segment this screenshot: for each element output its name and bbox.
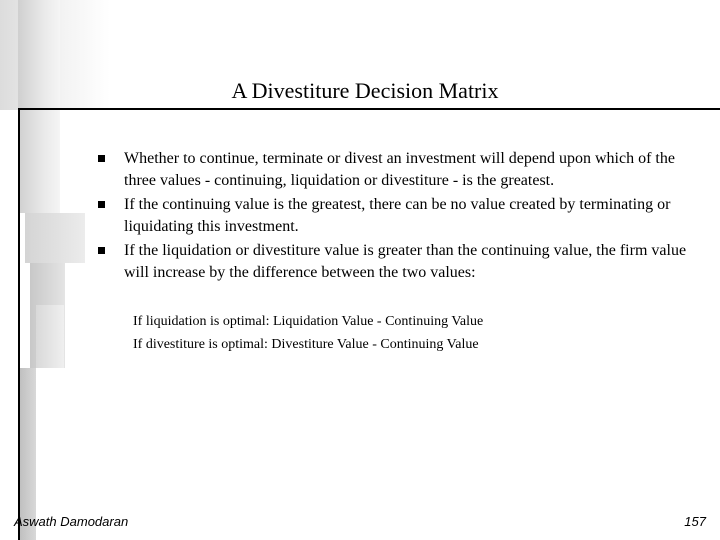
slide-title: A Divestiture Decision Matrix <box>231 78 499 103</box>
sub-line-divestiture: If divestiture is optimal: Divestiture Value - Continuing Value <box>133 337 479 352</box>
bullet-text: Whether to continue, terminate or divest an investment will depend upon which of the three values - continuing, liquidation or divestiture - is the greatest. <box>124 150 675 189</box>
bullet-text: If the liquidation or divestiture value is greater than the continuing value, the firm value will increase by the difference between the two values: <box>124 242 687 281</box>
bullet-item <box>98 240 698 284</box>
footer-author: Aswath Damodaran <box>14 514 129 529</box>
title-rule <box>18 108 720 110</box>
bullet-square-icon <box>98 155 105 162</box>
bullet-text: If the continuing value is the greatest, there can be no value created by terminating or liquidating this investment. <box>124 196 671 235</box>
decor-bar <box>18 0 60 213</box>
decor-bar <box>36 305 64 368</box>
bullet-square-icon <box>98 201 105 208</box>
decor-bar <box>25 213 85 263</box>
bullet-list <box>98 148 698 286</box>
bullet-item <box>98 194 698 238</box>
sub-line-liquidation: If liquidation is optimal: Liquidation Value - Continuing Value <box>133 314 484 329</box>
page-number: 157 <box>684 514 706 529</box>
side-rule <box>18 110 20 540</box>
bullet-square-icon <box>98 247 105 254</box>
bullet-item <box>98 148 698 192</box>
